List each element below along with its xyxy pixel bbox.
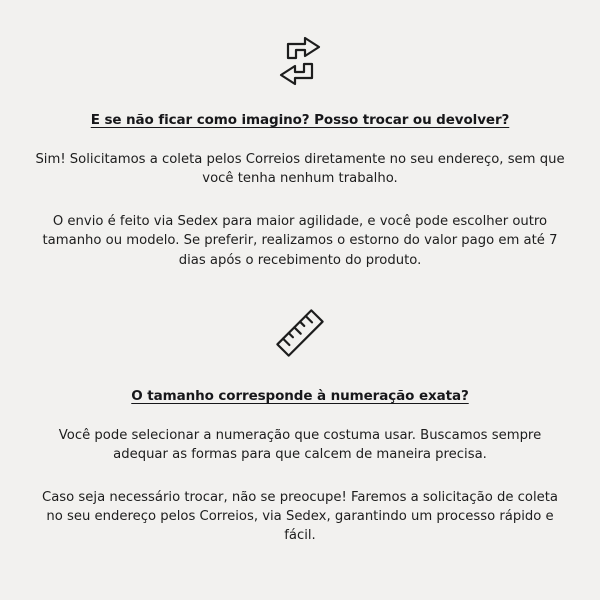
section-paragraph: Você pode selecionar a numeração que costuma usar. Buscamos sempre adequar as formas para que calcem de maneira precisa.: [58, 427, 542, 462]
section-paragraph: O envio é feito via Sedex para maior agilidade, e você pode escolher outro tamanho ou modelo. Se preferir, realizamos o estorno do valor pago em até 7 dias após o recebimento do produto.: [42, 214, 558, 268]
exchange-arrows-icon: [272, 30, 328, 92]
section-paragraph: Sim! Solicitamos a coleta pelos Correios diretamente no seu endereço, sem que você tenha nenhum trabalho.: [35, 152, 565, 187]
section-heading: E se não ficar como imagino? Posso trocar ou devolver?: [90, 112, 510, 128]
section-heading: O tamanho corresponde à numeração exata?: [131, 387, 469, 404]
faq-section-sizing: [28, 292, 572, 546]
ruler-icon: [270, 300, 330, 366]
faq-section-returns: [28, 26, 572, 270]
section-paragraph: Caso seja necessário trocar, não se preocupe! Faremos a solicitação de coleta no seu endereço pelos Correios, via Sedex, garantindo um processo rápido e fácil.: [42, 489, 558, 544]
